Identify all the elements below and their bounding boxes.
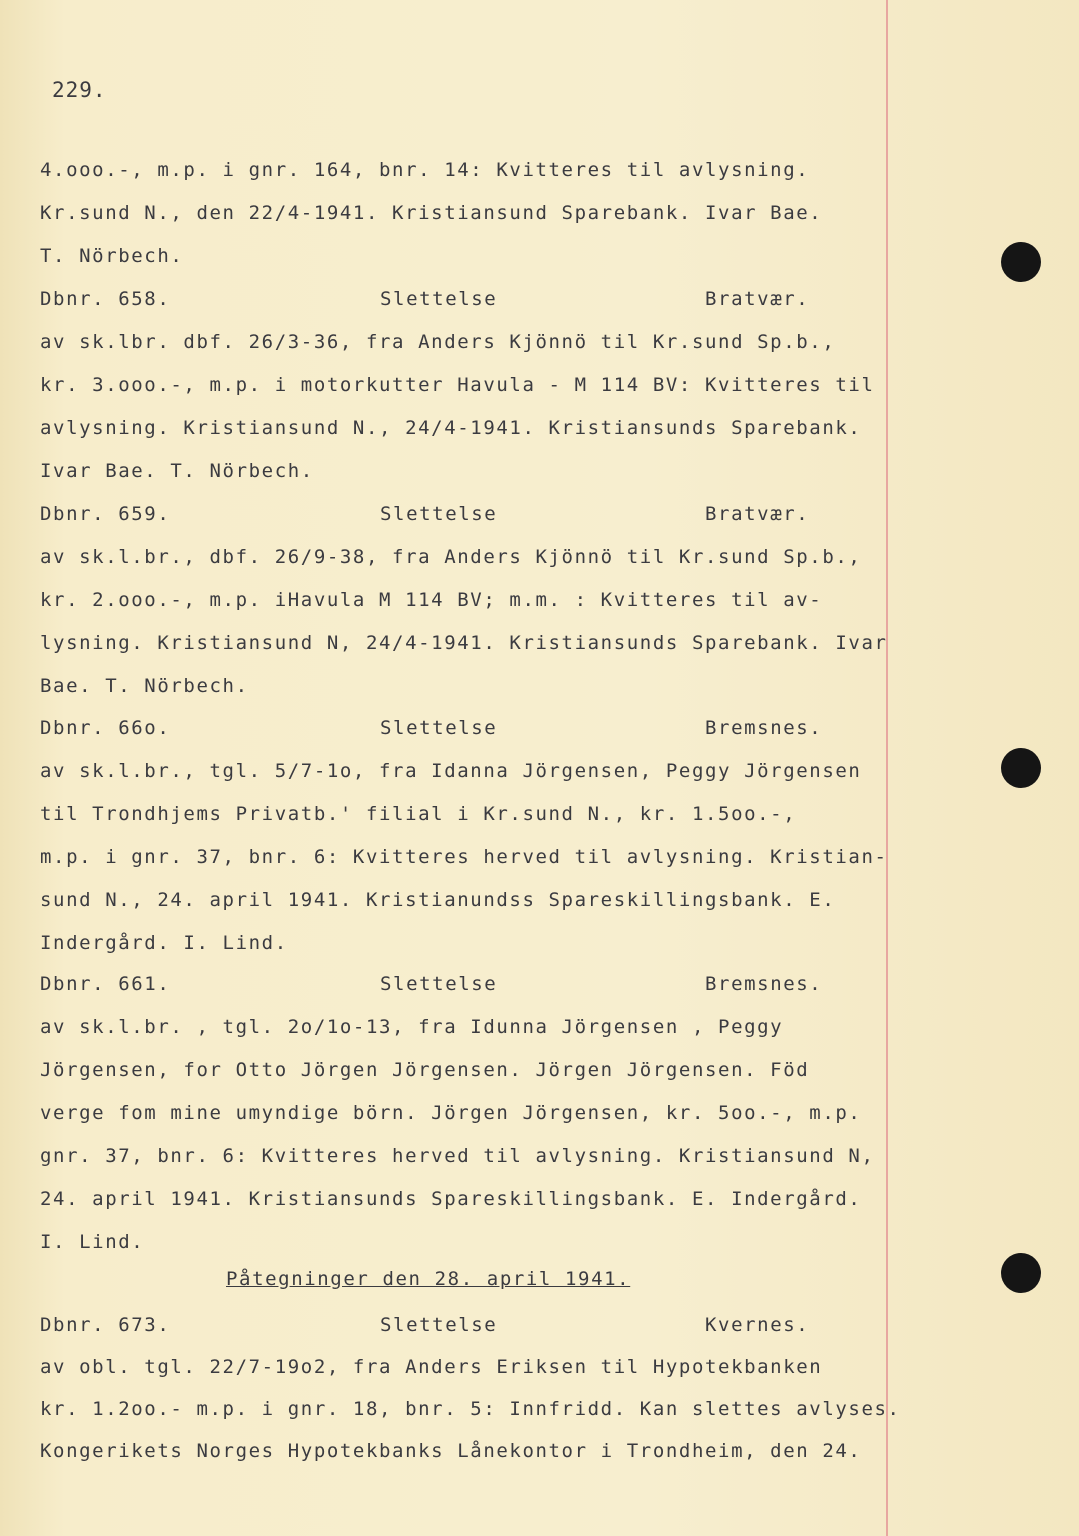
text-line: Bae. T. Nörbech. (40, 675, 249, 697)
entry-dbnr: Dbnr. 658. (40, 288, 171, 310)
entry-dbnr: Dbnr. 659. (40, 503, 171, 525)
text-line: av obl. tgl. 22/7-19o2, fra Anders Eriksen til Hypotekbanken (40, 1356, 823, 1378)
binder-hole-bottom (1001, 1253, 1041, 1293)
entry-header (40, 972, 840, 996)
text-line: kr. 3.ooo.-, m.p. i motorkutter Havula - M 114 BV: Kvitteres til (40, 374, 875, 396)
text-line: av sk.l.br., tgl. 5/7-1o, fra Idanna Jörgensen, Peggy Jörgensen (40, 760, 862, 782)
text-line: lysning. Kristiansund N, 24/4-1941. Kristiansunds Sparebank. Ivar (40, 632, 888, 654)
entry-type: Slettelse (380, 717, 498, 739)
text-line: 24. april 1941. Kristiansunds Spareskillingsbank. E. Indergård. (40, 1188, 862, 1210)
entry-header (40, 716, 840, 740)
section-heading: Påtegninger den 28. april 1941. (226, 1268, 631, 1290)
text-line: sund N., 24. april 1941. Kristianundss Spareskillingsbank. E. (40, 889, 836, 911)
page-number: 229. (52, 78, 107, 102)
text-line: Ivar Bae. T. Nörbech. (40, 460, 314, 482)
entry-header (40, 502, 840, 526)
entry-header (40, 287, 840, 311)
text-line: T. Nörbech. (40, 245, 184, 267)
red-margin-line (886, 0, 888, 1536)
text-line: kr. 2.ooo.-, m.p. iHavula M 114 BV; m.m. : Kvitteres til av- (40, 589, 823, 611)
entry-type: Slettelse (380, 288, 498, 310)
text-line: av sk.l.br. , tgl. 2o/1o-13, fra Idunna Jörgensen , Peggy (40, 1016, 784, 1038)
text-line: Kongerikets Norges Hypotekbanks Lånekontor i Trondheim, den 24. (40, 1440, 862, 1462)
entry-type: Slettelse (380, 1314, 498, 1336)
text-line: Kr.sund N., den 22/4-1941. Kristiansund Sparebank. Ivar Bae. (40, 202, 823, 224)
entry-header (40, 1313, 840, 1337)
entry-type: Slettelse (380, 503, 498, 525)
entry-place: Bremsnes. (705, 973, 823, 995)
text-line: verge fom mine umyndige börn. Jörgen Jörgensen, kr. 5oo.-, m.p. (40, 1102, 862, 1124)
text-line: kr. 1.2oo.- m.p. i gnr. 18, bnr. 5: Innfridd. Kan slettes avlyses. (40, 1398, 901, 1420)
text-line: av sk.lbr. dbf. 26/3-36, fra Anders Kjönnö til Kr.sund Sp.b., (40, 331, 836, 353)
entry-place: Bratvær. (705, 288, 810, 310)
binder-hole-top (1001, 242, 1041, 282)
binder-hole-middle (1001, 748, 1041, 788)
text-line: Jörgensen, for Otto Jörgen Jörgensen. Jörgen Jörgensen. Föd (40, 1059, 810, 1081)
entry-place: Kvernes. (705, 1314, 810, 1336)
text-line: I. Lind. (40, 1231, 145, 1253)
entry-dbnr: Dbnr. 673. (40, 1314, 171, 1336)
text-line: avlysning. Kristiansund N., 24/4-1941. Kristiansunds Sparebank. (40, 417, 862, 439)
text-line: m.p. i gnr. 37, bnr. 6: Kvitteres herved til avlysning. Kristian- (40, 846, 888, 868)
entry-dbnr: Dbnr. 66o. (40, 717, 171, 739)
text-line: av sk.l.br., dbf. 26/9-38, fra Anders Kjönnö til Kr.sund Sp.b., (40, 546, 862, 568)
entry-dbnr: Dbnr. 661. (40, 973, 171, 995)
entry-place: Bratvær. (705, 503, 810, 525)
entry-type: Slettelse (380, 973, 498, 995)
text-line: til Trondhjems Privatb.' filial i Kr.sund N., kr. 1.5oo.-, (40, 803, 797, 825)
text-line: Indergård. I. Lind. (40, 932, 288, 954)
entry-place: Bremsnes. (705, 717, 823, 739)
text-line: 4.ooo.-, m.p. i gnr. 164, bnr. 14: Kvitteres til avlysning. (40, 159, 810, 181)
text-line: gnr. 37, bnr. 6: Kvitteres herved til avlysning. Kristiansund N, (40, 1145, 875, 1167)
